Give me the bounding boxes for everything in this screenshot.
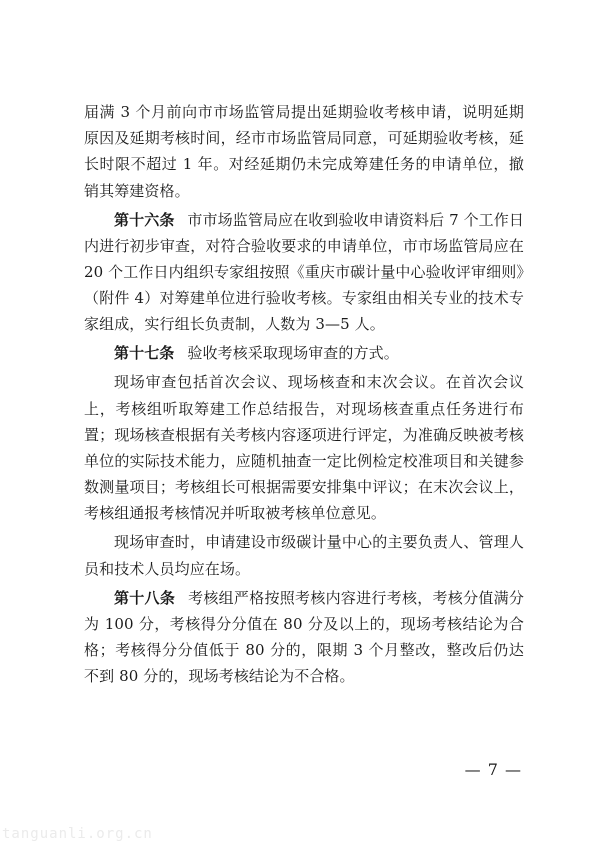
- article-16-text: 市市场监管局应在收到验收申请资料后 7 个工作日内进行初步审查，对符合验收要求的申请单位，市市场监管局应在 20 个工作日内组织专家组按照《重庆市碳计量中心验收评审细则》（附件 4）对筹建单位进行验收考核。专家组由相关专业的技术专家组成，实行组长负责制，人数为 3—5 人。: [84, 210, 524, 334]
- article-17-text: 验收考核采取现场审查的方式。: [187, 344, 399, 363]
- paragraph-1: [84, 99, 524, 204]
- paragraph-attendance: [84, 529, 524, 581]
- article-17-heading: 第十七条: [114, 344, 175, 363]
- paragraph-1-text: 届满 3 个月前向市市场监管局提出延期验收考核申请，说明延期原因及延期考核时间，经市市场监管局同意，可延期验收考核，延长时限不超过 1 年。对经延期仍未完成筹建任务的申请单位，撤销其筹建资格。: [84, 103, 524, 200]
- paragraph-attendance-text: 现场审查时，申请建设市级碳计量中心的主要负责人、管理人员和技术人员均应在场。: [84, 533, 524, 578]
- article-16: [84, 207, 524, 338]
- article-18-text: 考核组严格按照考核内容进行考核，考核分值满分为 100 分，考核得分分值在 80 分及以上的，现场考核结论为合格；考核得分分值低于 80 分的，限期 3 个月整改，整改后仍达不到 80 分的，现场考核结论为不合格。: [84, 588, 524, 686]
- watermark: tanguanli.org.cn: [2, 826, 153, 842]
- page-number: — 7 —: [464, 760, 522, 779]
- document-body: [84, 99, 524, 692]
- paragraph-onsite-review: [84, 369, 524, 526]
- article-17: [84, 340, 524, 366]
- article-16-heading: 第十六条: [114, 210, 175, 229]
- article-18-heading: 第十八条: [114, 588, 176, 607]
- paragraph-onsite-review-text: 现场审查包括首次会议、现场核查和末次会议。在首次会议上，考核组听取筹建工作总结报告，对现场核查重点任务进行布置；现场核查根据有关考核内容逐项进行评定，为准确反映被考核单位的实际技术能力，应随机抽查一定比例检定校准项目和关键参数测量项目；考核组长可根据需要安排集中评议；在末次会议上，考核组通报考核情况并听取被考核单位意见。: [84, 373, 524, 523]
- article-18: [84, 585, 524, 690]
